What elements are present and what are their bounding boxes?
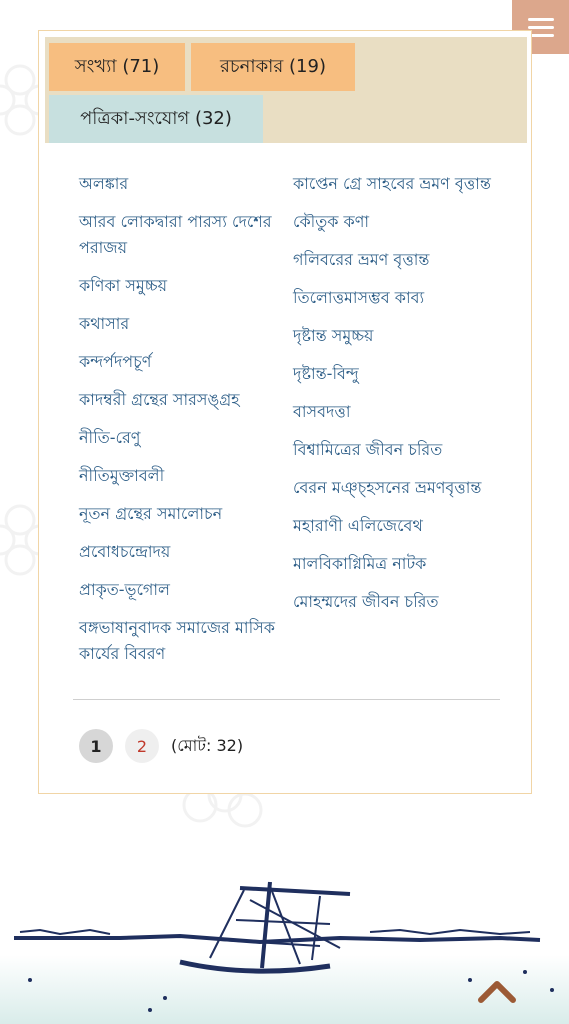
list-item[interactable]: কণিকা সমুচ্চয় [79,276,168,295]
list-item[interactable]: মালবিকাগ্নিমিত্র নাটক [293,554,427,573]
list-item[interactable]: প্রবোধচন্দ্রোদয় [79,542,171,561]
tab-bar [45,37,527,143]
total-value: 32) [216,735,244,755]
tab-authors[interactable]: রচনাকার (19) [191,43,355,91]
pagination [79,729,243,763]
scroll-top-button[interactable] [477,976,517,1006]
list-item[interactable]: নীতি-রেণু [79,428,141,447]
list-item[interactable]: নীতিমুক্তাবলী [79,466,165,485]
list-item[interactable]: কাপ্তেন গ্রে সাহবের ভ্রমণ বৃত্তান্ত [293,174,491,193]
divider [73,699,500,700]
page-2-button[interactable]: 2 [125,729,159,763]
list-item[interactable]: দৃষ্টান্ত-বিন্দু [293,364,359,383]
list-item[interactable]: মোহম্মদের জীবন চরিত [293,592,439,611]
hamburger-menu-icon [528,26,554,29]
list-item[interactable]: মহারাণী এলিজেবেথ [293,516,423,535]
list-item[interactable]: তিলোত্তমাসম্ভব কাব্য [293,288,425,307]
list-item[interactable]: নূতন গ্রন্থের সমালোচন [79,504,223,523]
hamburger-menu-icon [528,18,554,21]
content-card [38,30,532,794]
tab-journal-links[interactable]: পত্রিকা-সংযোগ (32) [49,95,263,143]
list-item[interactable]: কাদম্বরী গ্রন্থের সারসঙ্গ্রহ [79,390,240,409]
title-list-right-column [293,171,509,627]
list-item[interactable]: বিশ্বামিত্রের জীবন চরিত [293,440,443,459]
list-item[interactable]: কন্দর্পদপচূর্ণ [79,352,152,371]
total-prefix: (মোট: [171,735,212,755]
list-item[interactable]: বেরন মঞ্চ্হসনের ভ্রমণবৃত্তান্ত [293,478,482,497]
list-item[interactable]: কথাসার [79,314,130,333]
list-item[interactable]: দৃষ্টান্ত সমুচ্চয় [293,326,374,345]
list-item[interactable]: কৌতুক কণা [293,212,370,231]
list-item[interactable]: প্রাকৃত-ভূগোল [79,580,170,599]
total-count [171,733,243,760]
page-1-button[interactable]: 1 [79,729,113,763]
list-item[interactable]: বাসবদত্তা [293,402,351,421]
list-item[interactable]: আরব লোকদ্বারা পারস্য দেশের পরাজয় [79,212,272,257]
chevron-up-icon [481,984,513,1000]
tab-issues[interactable]: সংখ্যা (71) [49,43,185,91]
list-item[interactable]: অলঙ্কার [79,174,129,193]
list-item[interactable]: গলিবরের ভ্রমণ বৃত্তান্ত [293,250,430,269]
list-item[interactable]: বঙ্গভাষানুবাদক সমাজের মাসিক কার্যের বিবরণ [79,618,275,663]
title-list-left-column [79,171,289,679]
